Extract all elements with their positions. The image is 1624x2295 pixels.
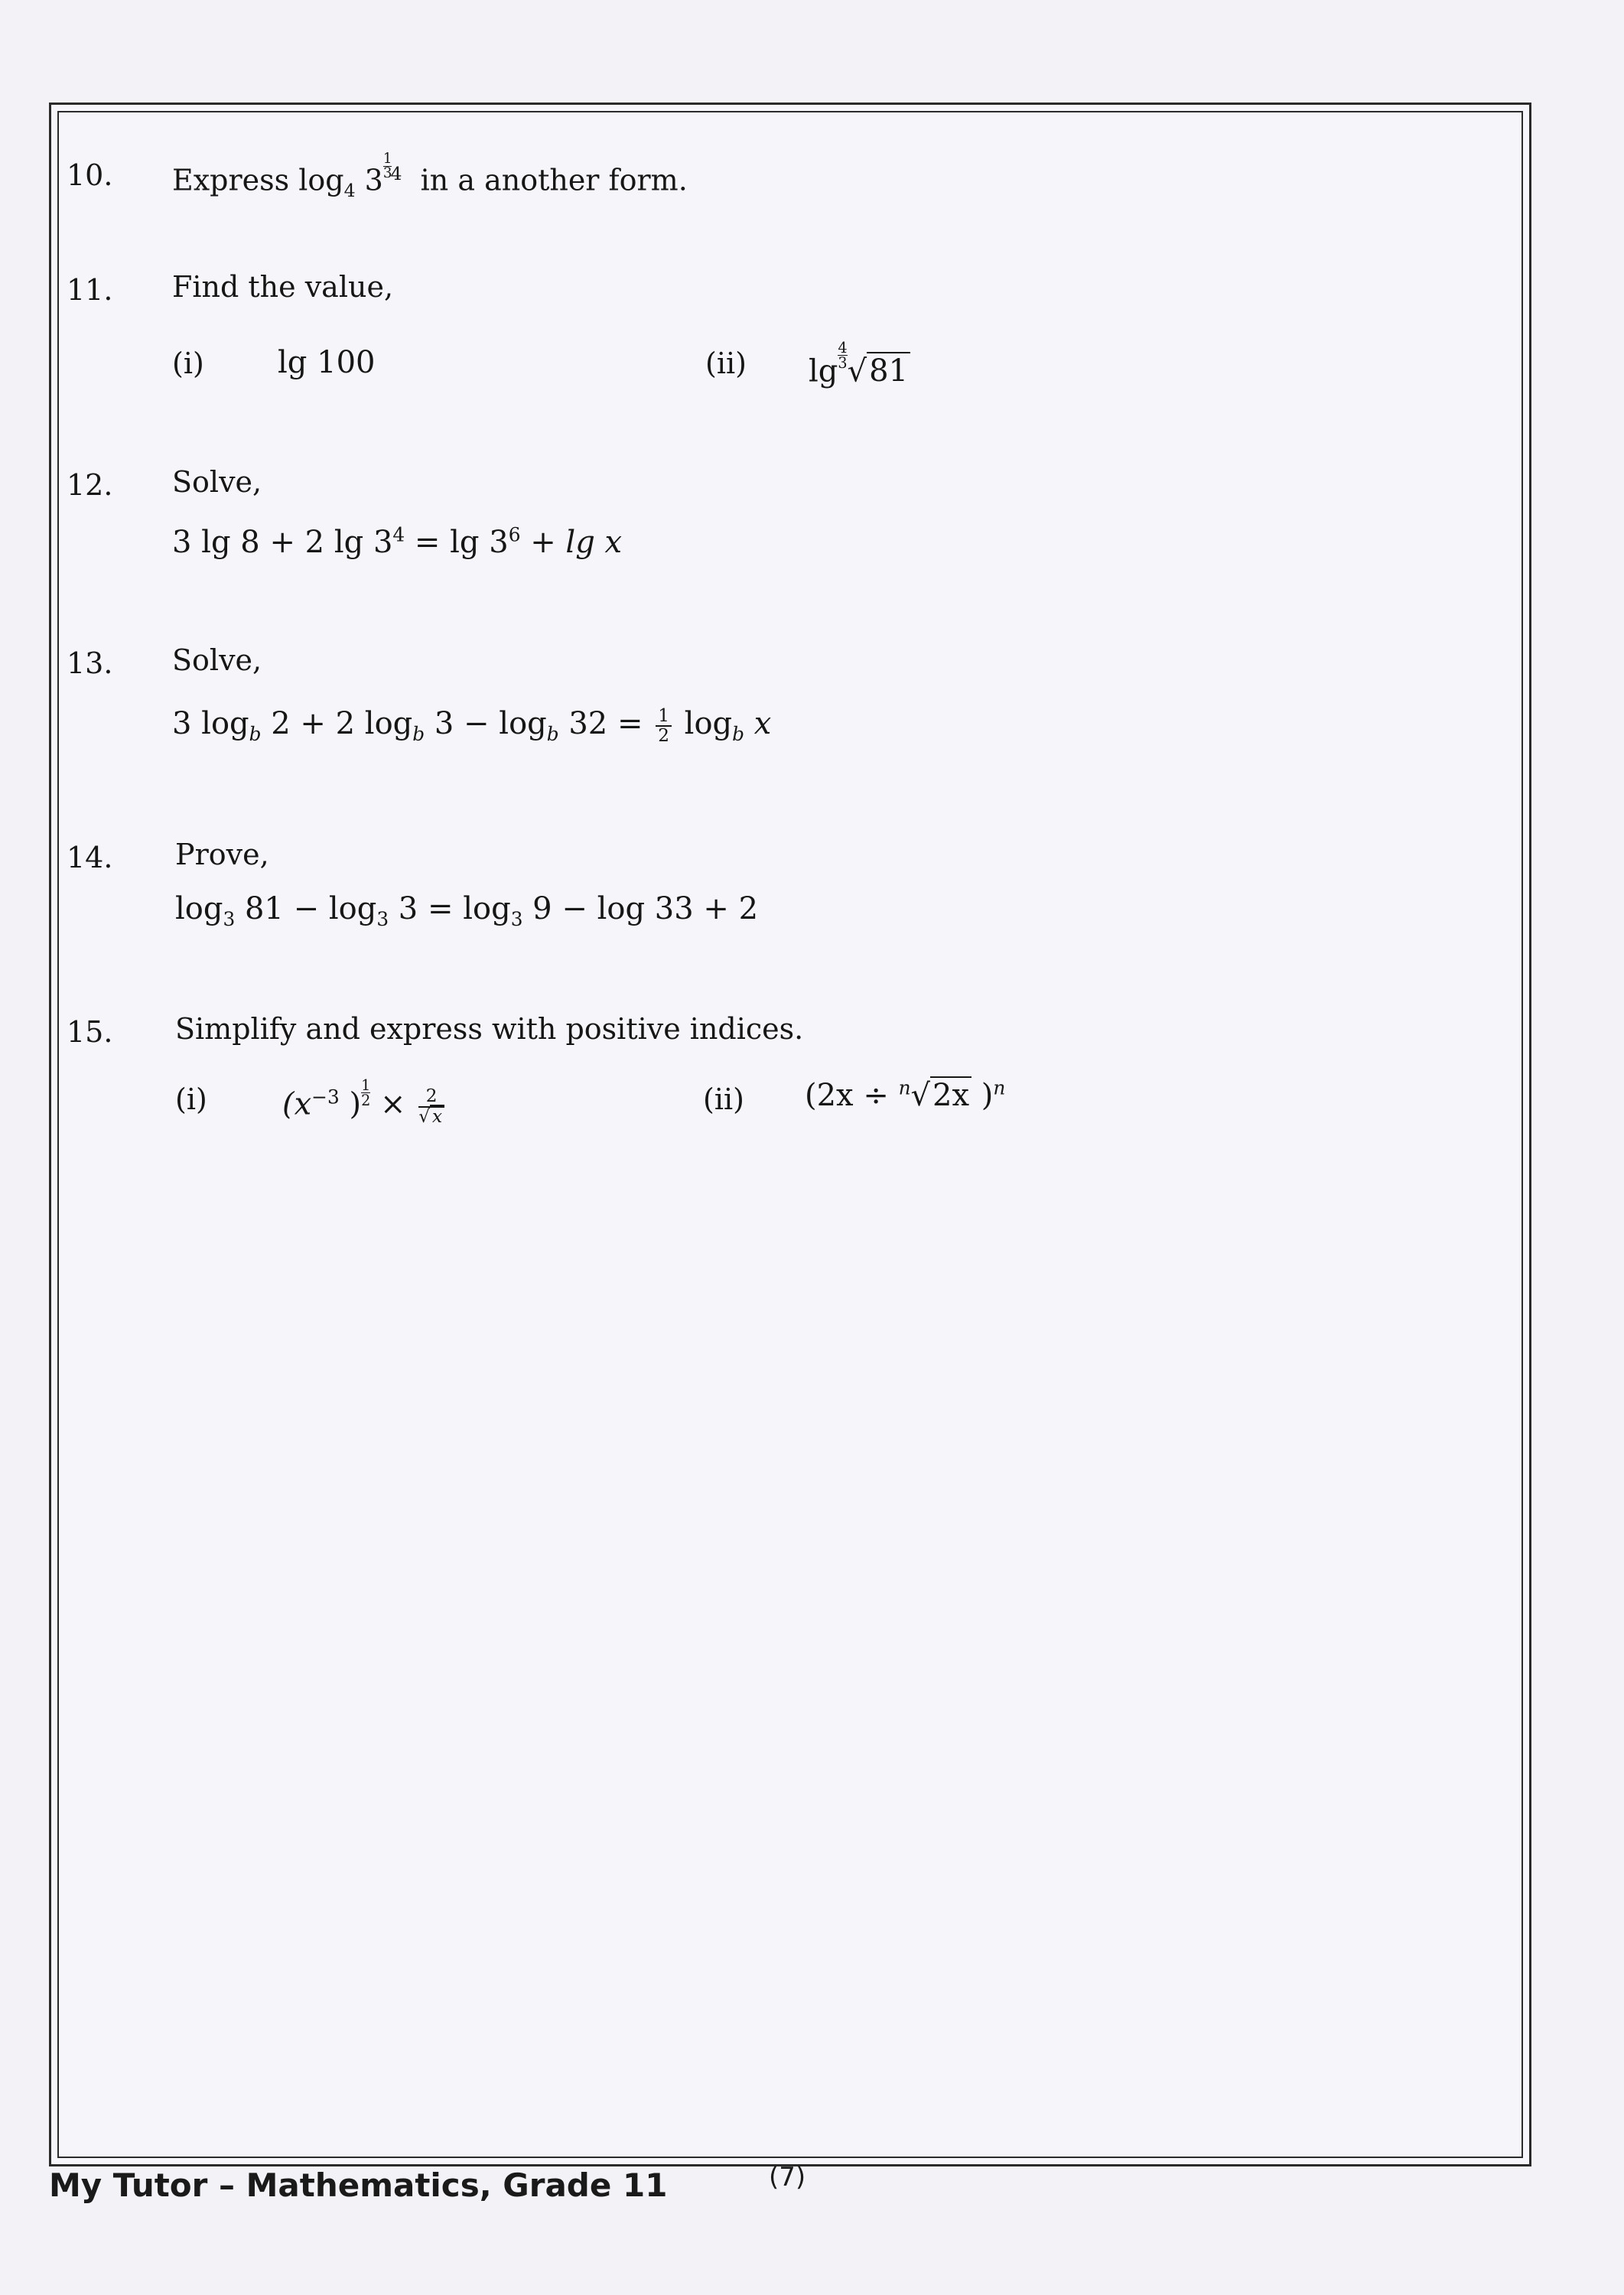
question-text: Solve, (172, 465, 262, 499)
question-text: Simplify and express with positive indices. (175, 1012, 804, 1046)
question-text: Prove, (175, 838, 269, 871)
equation: $\log_3 81 - \log_3 3 = \log_3 9 - \log 33 + 2$ (175, 891, 759, 930)
part-label: (i) (175, 1082, 207, 1116)
page-frame (49, 103, 1531, 2166)
equation: 3 lg 8 + 2 $\lg 3^4 = \lg 3^6 + \lg x$ (172, 523, 623, 560)
part-expression: lg $\frac{4}{3}$ √81 (809, 340, 910, 389)
question-number: 11. (67, 273, 113, 307)
question-text: Find the value, (172, 270, 394, 304)
question-number: 13. (67, 646, 113, 680)
page-frame-inner-border (57, 111, 1523, 2158)
part-label: (i) (172, 347, 204, 380)
part-label: (ii) (705, 347, 747, 380)
question-number: 14. (67, 841, 113, 874)
part-expression: ($x^{-3}$ ) $\frac{1}{2}$ × $\frac{2}{√ x}$ (282, 1078, 447, 1126)
question-number: 12. (67, 468, 113, 502)
footer-title: My Tutor – Mathematics, Grade 11 (49, 2166, 668, 2204)
part-expression: (2x ÷ $^n$√2x )$^n$ (805, 1076, 1006, 1113)
question-number: 15. (67, 1015, 113, 1049)
question-number: 10. (67, 158, 113, 192)
equation: 3 $\log_b 2 + 2$ $\log_b 3 - \log_b 32$ = $\frac{1}{2}$ $\log_b x$ (172, 705, 772, 746)
question-text: Solve, (172, 643, 262, 677)
part-expression: lg 100 (278, 345, 376, 380)
part-label: (ii) (703, 1082, 744, 1116)
question-text: Express $\log_4 3$ $\frac{1}{3}$ $^4$ in a another form. (172, 151, 688, 202)
page-number: (7) (769, 2162, 806, 2192)
